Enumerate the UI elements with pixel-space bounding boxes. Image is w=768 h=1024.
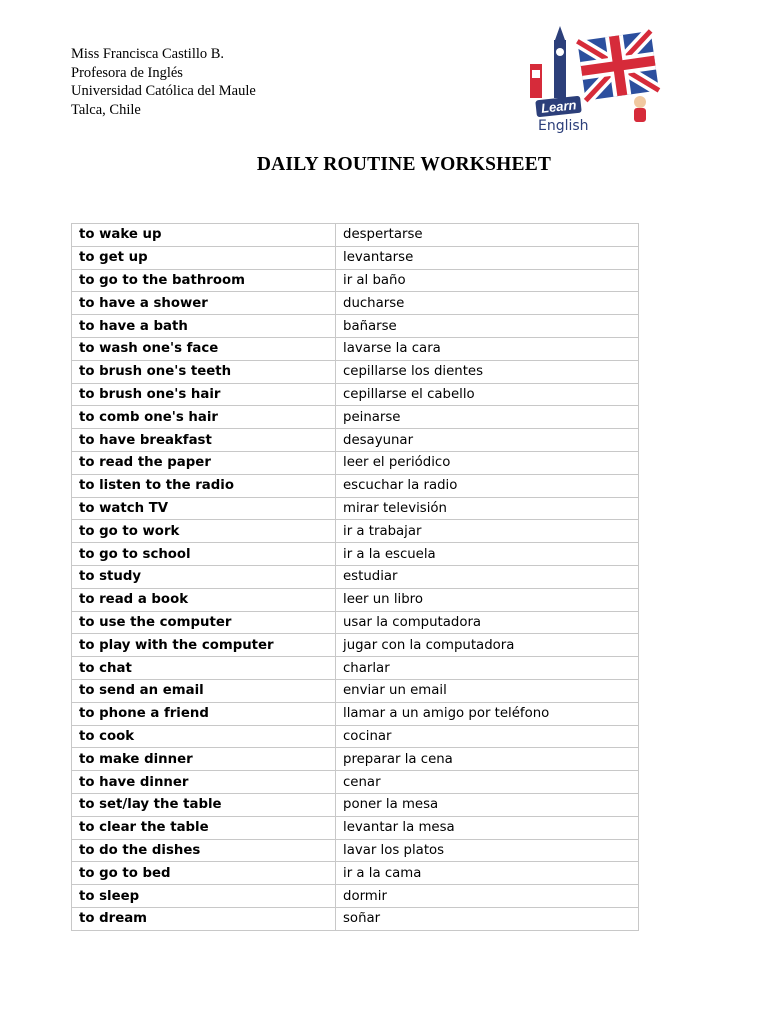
table-row xyxy=(72,315,639,338)
table-row xyxy=(72,292,639,315)
table-row xyxy=(72,543,639,566)
table-row xyxy=(72,337,639,360)
spanish-translation: enviar un email xyxy=(336,679,639,702)
table-row xyxy=(72,383,639,406)
table-row xyxy=(72,269,639,292)
spanish-translation: cepillarse los dientes xyxy=(336,360,639,383)
table-row xyxy=(72,429,639,452)
english-phrase: to study xyxy=(72,565,336,588)
english-phrase: to go to school xyxy=(72,543,336,566)
teacher-name: Miss Francisca Castillo B. xyxy=(71,46,225,62)
spanish-translation: lavar los platos xyxy=(336,839,639,862)
english-phrase: to have breakfast xyxy=(72,429,336,452)
english-phrase: to play with the computer xyxy=(72,634,336,657)
english-phrase: to comb one's hair xyxy=(72,406,336,429)
table-row xyxy=(72,793,639,816)
spanish-translation: charlar xyxy=(336,657,639,680)
logo-learn-label: Learn xyxy=(535,96,582,118)
spanish-translation: levantarse xyxy=(336,246,639,269)
table-row xyxy=(72,360,639,383)
spanish-translation: soñar xyxy=(336,907,639,930)
spanish-translation: dormir xyxy=(336,885,639,908)
english-phrase: to wake up xyxy=(72,224,336,247)
english-phrase: to phone a friend xyxy=(72,702,336,725)
union-jack-icon xyxy=(577,31,659,101)
table-row xyxy=(72,657,639,680)
table-row xyxy=(72,520,639,543)
spanish-translation: jugar con la computadora xyxy=(336,634,639,657)
english-phrase: to go to the bathroom xyxy=(72,269,336,292)
spanish-translation: levantar la mesa xyxy=(336,816,639,839)
english-phrase: to cook xyxy=(72,725,336,748)
table-row xyxy=(72,611,639,634)
english-phrase: to brush one's hair xyxy=(72,383,336,406)
english-phrase: to set/lay the table xyxy=(72,793,336,816)
table-row xyxy=(72,634,639,657)
table-row xyxy=(72,885,639,908)
table-row xyxy=(72,702,639,725)
spanish-translation: ir al baño xyxy=(336,269,639,292)
university-name: Universidad Católica del Maule xyxy=(71,83,256,99)
english-phrase: to chat xyxy=(72,657,336,680)
table-row xyxy=(72,748,639,771)
spanish-translation: bañarse xyxy=(336,315,639,338)
table-row xyxy=(72,725,639,748)
english-phrase: to make dinner xyxy=(72,748,336,771)
table-row xyxy=(72,679,639,702)
table-row xyxy=(72,406,639,429)
english-phrase: to have a shower xyxy=(72,292,336,315)
phone-booth-icon xyxy=(530,64,542,98)
teacher-role: Profesora de Inglés xyxy=(71,64,183,81)
table-row xyxy=(72,588,639,611)
student-icon xyxy=(634,96,646,122)
spanish-translation: peinarse xyxy=(336,406,639,429)
spanish-translation: escuchar la radio xyxy=(336,474,639,497)
spanish-translation: ir a la escuela xyxy=(336,543,639,566)
spanish-translation: cocinar xyxy=(336,725,639,748)
english-phrase: to do the dishes xyxy=(72,839,336,862)
spanish-translation: leer el periódico xyxy=(336,451,639,474)
english-phrase: to get up xyxy=(72,246,336,269)
table-row xyxy=(72,839,639,862)
table-row xyxy=(72,224,639,247)
spanish-translation: preparar la cena xyxy=(336,748,639,771)
english-phrase: to listen to the radio xyxy=(72,474,336,497)
table-row xyxy=(72,771,639,794)
spanish-translation: ducharse xyxy=(336,292,639,315)
english-phrase: to have a bath xyxy=(72,315,336,338)
english-phrase: to brush one's teeth xyxy=(72,360,336,383)
english-phrase: to go to bed xyxy=(72,862,336,885)
spanish-translation: despertarse xyxy=(336,224,639,247)
table-row xyxy=(72,246,639,269)
table-row xyxy=(72,497,639,520)
english-phrase: to wash one's face xyxy=(72,337,336,360)
english-phrase: to have dinner xyxy=(72,771,336,794)
spanish-translation: usar la computadora xyxy=(336,611,639,634)
english-phrase: to send an email xyxy=(72,679,336,702)
english-phrase: to watch TV xyxy=(72,497,336,520)
english-phrase: to go to work xyxy=(72,520,336,543)
spanish-translation: estudiar xyxy=(336,565,639,588)
logo-english-label: English xyxy=(538,118,589,134)
spanish-translation: cenar xyxy=(336,771,639,794)
english-phrase: to use the computer xyxy=(72,611,336,634)
spanish-translation: ir a la cama xyxy=(336,862,639,885)
spanish-translation: poner la mesa xyxy=(336,793,639,816)
teacher-info xyxy=(71,45,256,119)
table-row xyxy=(72,907,639,930)
big-ben-icon xyxy=(554,26,566,98)
english-phrase: to dream xyxy=(72,907,336,930)
table-row xyxy=(72,862,639,885)
english-phrase: to read a book xyxy=(72,588,336,611)
english-phrase: to clear the table xyxy=(72,816,336,839)
worksheet-title: DAILY ROUTINE WORKSHEET xyxy=(256,154,552,175)
spanish-translation: leer un libro xyxy=(336,588,639,611)
spanish-translation: desayunar xyxy=(336,429,639,452)
spanish-translation: mirar televisión xyxy=(336,497,639,520)
spanish-translation: ir a trabajar xyxy=(336,520,639,543)
english-phrase: to read the paper xyxy=(72,451,336,474)
table-row xyxy=(72,816,639,839)
vocabulary-table xyxy=(71,223,639,931)
table-row xyxy=(72,451,639,474)
table-row xyxy=(72,474,639,497)
spanish-translation: lavarse la cara xyxy=(336,337,639,360)
logo-text xyxy=(536,98,616,134)
city: Talca, Chile xyxy=(71,101,141,118)
english-phrase: to sleep xyxy=(72,885,336,908)
vocabulary-table-body xyxy=(72,224,639,931)
spanish-translation: llamar a un amigo por teléfono xyxy=(336,702,639,725)
table-row xyxy=(72,565,639,588)
spanish-translation: cepillarse el cabello xyxy=(336,383,639,406)
